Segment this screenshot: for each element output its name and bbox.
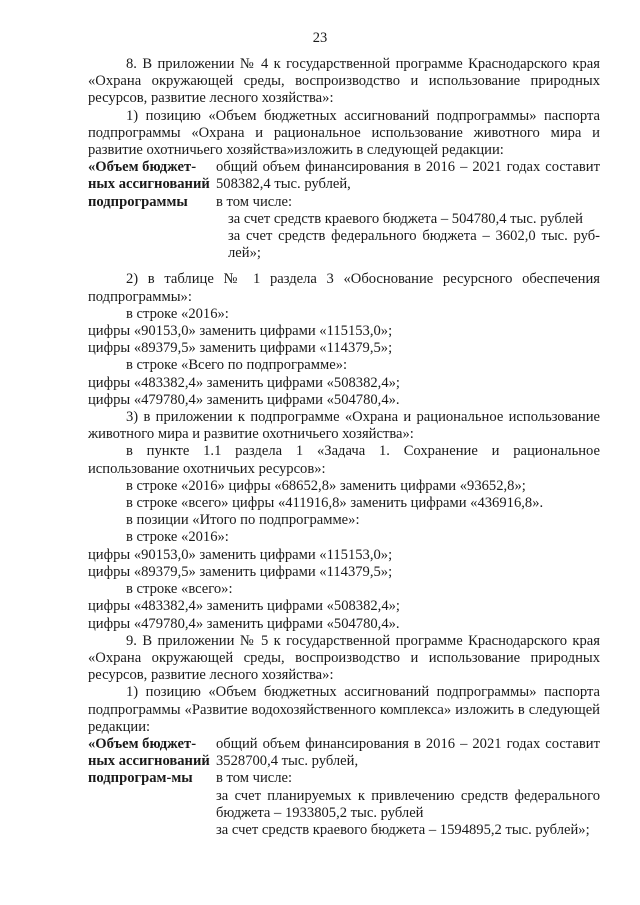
page-number: 23 (312, 30, 328, 46)
section8-budget-line4: за счет средств федерального бюджета – 3602,0 тыс. руб-лей»; (228, 228, 600, 262)
list-item: цифры «89379,5» заменить цифрами «114379,5»; (88, 563, 393, 580)
list-item: цифры «483382,4» заменить цифрами «508382,4»; (88, 598, 400, 615)
section9-budget-line3: за счет планируемых к привлечению средств федерального бюджета – 1933805,2 тыс. рублей (216, 787, 600, 821)
list-item: в строке «2016»: (126, 529, 229, 546)
list-item: в строке «2016»: (126, 305, 229, 322)
list-item: цифры «483382,4» заменить цифрами «508382,4»; (88, 374, 400, 391)
list-item: в строке «всего» цифры «411916,8» заменить цифрами «436916,8». (126, 495, 544, 512)
document-body (88, 56, 600, 839)
section8-budget-values (216, 159, 600, 262)
section8-budget-table (88, 159, 600, 262)
section8-item3: 3) в приложении к подпрограмме «Охрана и рациональное использование животного мира и развитие охотничьего хозяйства»: (88, 409, 600, 443)
list-item: цифры «89379,5» заменить цифрами «114379,5»; (88, 340, 393, 357)
section8-item2: 2) в таблице № 1 раздела 3 «Обоснование ресурсного обеспечения подпрограммы»: (88, 271, 600, 305)
section9-budget-line1: общий объем финансирования в 2016 – 2021 годах составит 3528700,4 тыс. рублей, (216, 735, 600, 770)
section8-budget-label: «Объем бюджет-ных ассигнований подпрограммы (88, 159, 210, 210)
section8-item3-point: в пункте 1.1 раздела 1 «Задача 1. Сохранение и рациональное использование охотничьих ресурсов»: (88, 443, 600, 477)
list-item: цифры «479780,4» заменить цифрами «504780,4». (88, 615, 400, 632)
list-item: цифры «90153,0» заменить цифрами «115153,0»; (88, 546, 393, 563)
list-item: в строке «всего»: (126, 581, 233, 598)
section9-budget-line4: за счет средств краевого бюджета – 1594895,2 тыс. рублей»; (216, 821, 590, 838)
section8-budget-line1: общий объем финансирования в 2016 – 2021 годах составит 508382,4 тыс. рублей, (216, 159, 600, 193)
section9-budget-values (216, 736, 600, 839)
list-item: цифры «90153,0» заменить цифрами «115153,0»; (88, 323, 393, 340)
section8-intro: 8. В приложении № 4 к государственной программе Краснодарского края «Охрана окружающей среды, воспроизводство и использование природных ресурсов, развитие лесного хозяйства»: (88, 56, 600, 107)
list-item: в строке «2016» цифры «68652,8» заменить цифрами «93652,8»; (126, 477, 526, 494)
list-item: в строке «Всего по подпрограмме»: (126, 357, 348, 374)
list-item: в позиции «Итого по подпрограмме»: (126, 512, 360, 529)
section9-intro: 9. В приложении № 5 к государственной программе Краснодарского края «Охрана окружающей среды, воспроизводство и использование природных ресурсов, развитие лесного хозяйства»: (88, 632, 600, 684)
list-item: цифры «479780,4» заменить цифрами «504780,4». (88, 391, 400, 408)
section8-item1: 1) позицию «Объем бюджетных ассигнований подпрограммы» паспорта подпрограммы «Охрана и рациональное использование животного мира и развитие охотничьего хозяйства»изложить в следующей редакции: (88, 107, 600, 159)
section9-budget-label: «Объем бюджет-ных ассигнований подпрограм-мы (88, 735, 210, 787)
section9-budget-table (88, 736, 600, 839)
section8-budget-line3: за счет средств краевого бюджета – 504780,4 тыс. рублей (228, 210, 583, 227)
section8-budget-line2: в том числе: (216, 193, 293, 210)
section9-item1: 1) позицию «Объем бюджетных ассигнований подпрограммы» паспорта подпрограммы «Развитие водохозяйственного комплекса» изложить в следующей редакции: (88, 684, 600, 735)
section9-budget-line2: в том числе: (216, 770, 293, 787)
